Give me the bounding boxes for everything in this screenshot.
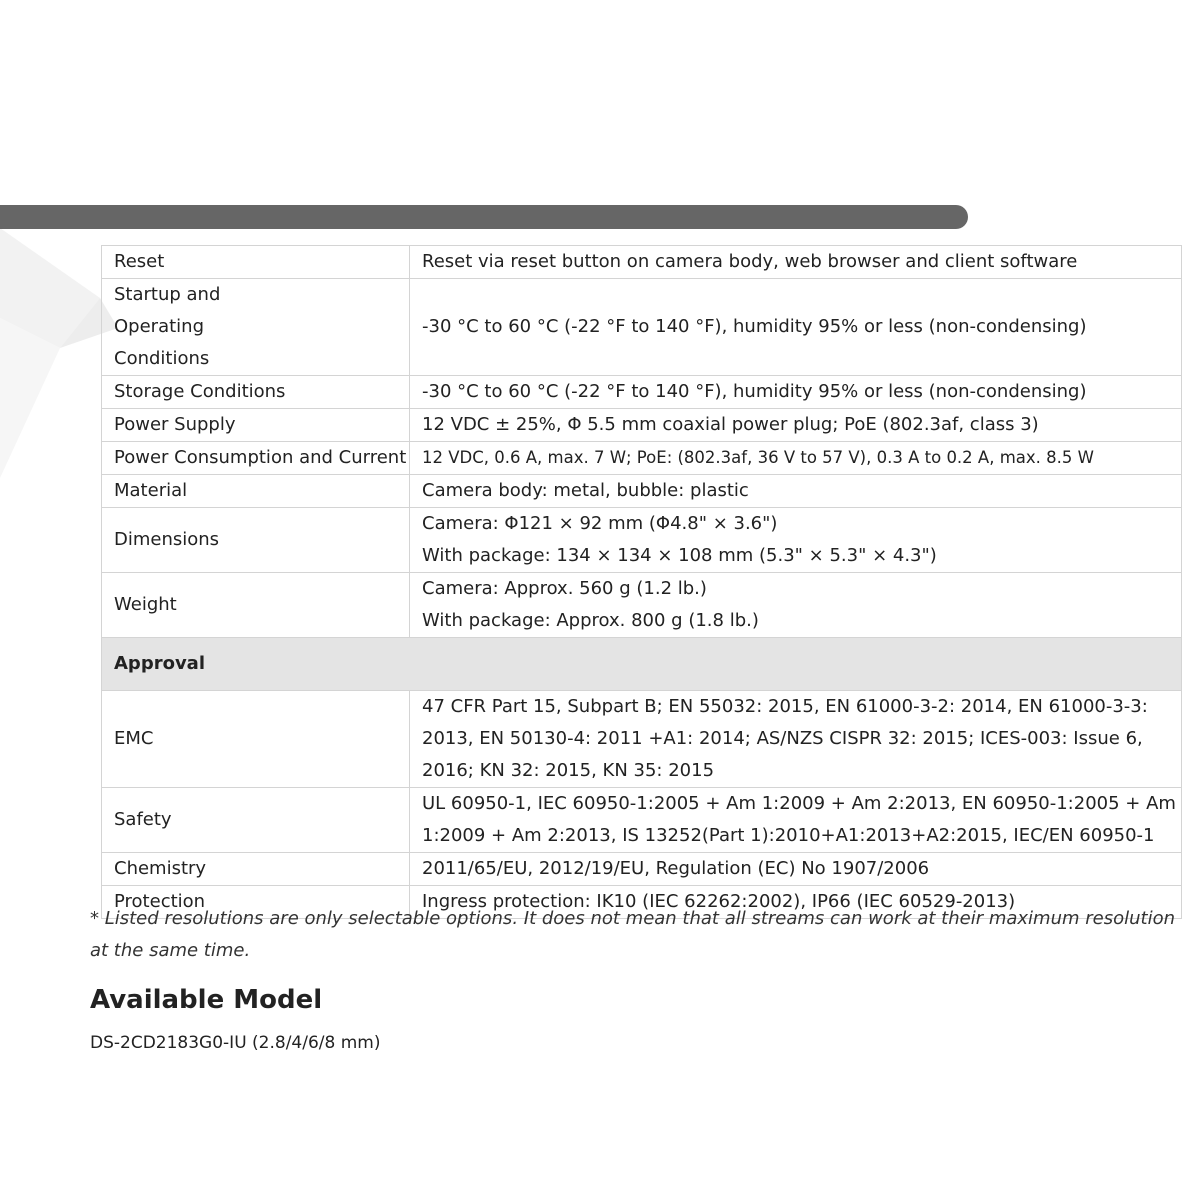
spec-label: Reset (102, 246, 410, 279)
spec-label: Power Supply (102, 409, 410, 442)
spec-table (101, 245, 1182, 919)
table-section-row (102, 638, 1182, 691)
table-row (102, 691, 1182, 788)
section-title: Approval (102, 638, 1182, 691)
spec-label: Protection (102, 886, 410, 919)
table-row (102, 376, 1182, 409)
spec-value-line: With package: 134 × 134 × 108 mm (5.3" × 5.3" × 4.3") (422, 545, 937, 566)
table-row (102, 442, 1182, 475)
spec-value-line: Reset via reset button on camera body, web browser and client software (422, 251, 1078, 272)
spec-label: EMC (102, 691, 410, 788)
table-row (102, 788, 1182, 853)
spec-value-line: Camera: Φ121 × 92 mm (Φ4.8" × 3.6") (422, 513, 778, 534)
spec-value (410, 691, 1182, 788)
spec-value-line: -30 °C to 60 °C (-22 °F to 140 °F), humidity 95% or less (non-condensing) (422, 316, 1087, 337)
spec-label: Storage Conditions (102, 376, 410, 409)
spec-label: Startup and Operating Conditions (102, 279, 410, 376)
spec-value-line: UL 60950-1, IEC 60950-1:2005 + Am 1:2009 + Am 2:2013, EN 60950-1:2005 + Am 1:2009 + Am 2:2013, IS 13252(Part 1):2010+A1:2013+A2:2015, IEC/EN 60950-1 (422, 793, 1176, 846)
spec-label: Material (102, 475, 410, 508)
table-row (102, 279, 1182, 376)
spec-value-line: 12 VDC ± 25%, Φ 5.5 mm coaxial power plug; PoE (802.3af, class 3) (422, 414, 1039, 435)
spec-value (410, 246, 1182, 279)
spec-value (410, 788, 1182, 853)
footnote: * Listed resolutions are only selectable options. It does not mean that all streams can work at their maximum resolution at the same time. (90, 908, 1176, 961)
spec-value (410, 475, 1182, 508)
spec-value-line: 12 VDC, 0.6 A, max. 7 W; PoE: (802.3af, 36 V to 57 V), 0.3 A to 0.2 A, max. 8.5 W (422, 448, 1094, 467)
spec-label: Weight (102, 573, 410, 638)
spec-value-line: Ingress protection: IK10 (IEC 62262:2002), IP66 (IEC 60529-2013) (422, 891, 1016, 912)
table-row (102, 409, 1182, 442)
table-row (102, 246, 1182, 279)
table-row (102, 475, 1182, 508)
spec-value (410, 442, 1182, 475)
spec-value (410, 279, 1182, 376)
available-model-heading: Available Model (90, 985, 323, 1015)
table-row (102, 573, 1182, 638)
spec-value-line: 47 CFR Part 15, Subpart B; EN 55032: 2015, EN 61000-3-2: 2014, EN 61000-3-3: 2013, EN 50130-4: 2011 +A1: 2014; AS/NZS CISPR 32: 2015; ICES-003: Issue 6, 2016; KN 32: 2015, KN 35: 2015 (422, 696, 1148, 781)
spec-label: Chemistry (102, 853, 410, 886)
spec-value-line: -30 °C to 60 °C (-22 °F to 140 °F), humidity 95% or less (non-condensing) (422, 381, 1087, 402)
section-header-bar (0, 205, 968, 229)
table-row (102, 508, 1182, 573)
spec-value-line: Camera: Approx. 560 g (1.2 lb.) (422, 578, 707, 599)
spec-value (410, 508, 1182, 573)
spec-value (410, 409, 1182, 442)
spec-value-line: Camera body: metal, bubble: plastic (422, 480, 749, 501)
spec-value-line: 2011/65/EU, 2012/19/EU, Regulation (EC) No 1907/2006 (422, 858, 930, 879)
spec-value-line: With package: Approx. 800 g (1.8 lb.) (422, 610, 759, 631)
spec-label: Dimensions (102, 508, 410, 573)
spec-value (410, 376, 1182, 409)
available-model-value: DS-2CD2183G0-IU (2.8/4/6/8 mm) (90, 1033, 381, 1053)
spec-label: Power Consumption and Current (102, 442, 410, 475)
table-row (102, 853, 1182, 886)
spec-value (410, 573, 1182, 638)
spec-value (410, 853, 1182, 886)
spec-label: Safety (102, 788, 410, 853)
